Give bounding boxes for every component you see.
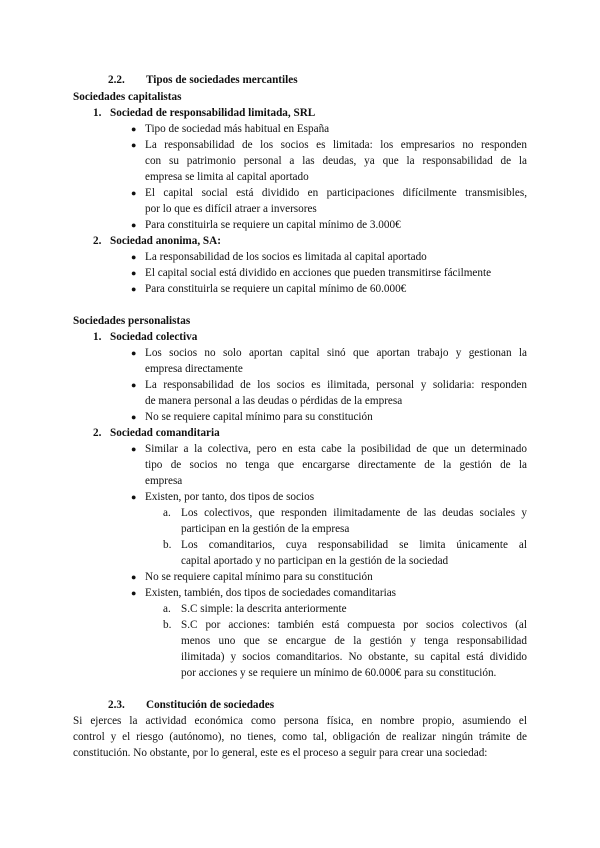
list-item: Para constituirla se requiere un capital mínimo de 3.000€ bbox=[145, 219, 401, 231]
list-item: El capital social está dividido en participaciones difícilmente transmisibles, bbox=[145, 187, 527, 199]
sublist-item: Los colectivos, que responden ilimitadamente de las deudas sociales y bbox=[181, 507, 527, 519]
list-item: No se requiere capital mínimo para su constitución bbox=[145, 571, 373, 583]
list-item: Tipo de sociedad más habitual en España bbox=[145, 123, 330, 135]
list-item: Para constituirla se requiere un capital mínimo de 60.000€ bbox=[145, 283, 407, 295]
list-item-cont: tipo de socios no tenga que encargarse directamente de la gestión de la bbox=[145, 459, 527, 471]
list-item: La responsabilidad de los socios es ilimitada, personal y solidaria: responden bbox=[145, 379, 527, 391]
subsection-heading-capitalistas: Sociedades capitalistas bbox=[73, 91, 182, 103]
bullet-icon: ● bbox=[131, 588, 137, 598]
list-item: Similar a la colectiva, pero en esta cabe la posibilidad de que un determinado bbox=[145, 443, 527, 455]
sublist-letter: b. bbox=[163, 619, 172, 631]
section-title: Tipos de sociedades mercantiles bbox=[146, 74, 298, 86]
list-number: 2. bbox=[93, 235, 102, 247]
list-item-cont: empresa bbox=[145, 475, 183, 487]
bullet-icon: ● bbox=[131, 284, 137, 294]
paragraph-line: Si ejerces la actividad económica como persona física, en nombre propio, asumiendo el bbox=[73, 715, 527, 727]
section-title: Constitución de sociedades bbox=[146, 699, 275, 711]
bullet-icon: ● bbox=[131, 492, 137, 502]
list-number: 1. bbox=[93, 107, 102, 119]
sublist-item-cont: participan en la gestión de la empresa bbox=[181, 523, 350, 535]
item-title-sa: Sociedad anonima, SA: bbox=[110, 235, 221, 247]
bullet-icon: ● bbox=[131, 380, 137, 390]
paragraph-line: constitución. No obstante, por lo general, este es el proceso a seguir para crear una sociedad: bbox=[73, 747, 488, 759]
item-title-colectiva: Sociedad colectiva bbox=[110, 331, 198, 343]
bullet-icon: ● bbox=[131, 444, 137, 454]
list-item: El capital social está dividido en acciones que pueden transmitirse fácilmente bbox=[145, 267, 492, 279]
list-item-cont: empresa se limita al capital aportado bbox=[145, 171, 309, 183]
list-item: La responsabilidad de los socios es limitada al capital aportado bbox=[145, 251, 427, 263]
list-item: Existen, por tanto, dos tipos de socios bbox=[145, 491, 315, 503]
item-title-comanditaria: Sociedad comanditaria bbox=[110, 427, 220, 439]
paragraph-line: control y el riesgo (autónomo), no tienes, como tal, obligación de realizar ningún trámite de bbox=[73, 731, 527, 743]
list-item: Los socios no solo aportan capital sinó que aportan trabajo y gestionan la bbox=[145, 347, 527, 359]
item-title-srl: Sociedad de responsabilidad limitada, SRL bbox=[110, 107, 316, 119]
bullet-icon: ● bbox=[131, 412, 137, 422]
list-number: 1. bbox=[93, 331, 102, 343]
section-number: 2.2. bbox=[108, 74, 125, 86]
bullet-icon: ● bbox=[131, 140, 137, 150]
bullet-icon: ● bbox=[131, 220, 137, 230]
list-item-cont: con su patrimonio personal a las deudas, ya que la responsabilidad de la bbox=[145, 155, 527, 167]
list-item-cont: empresa directamente bbox=[145, 363, 243, 375]
sublist-item: S.C por acciones: también está compuesta por socios colectivos (al bbox=[181, 619, 527, 631]
sublist-item-cont: por acciones y se requiere un mínimo de 60.000€ para su constitución. bbox=[181, 667, 497, 679]
subsection-heading-personalistas: Sociedades personalistas bbox=[73, 315, 191, 327]
bullet-icon: ● bbox=[131, 572, 137, 582]
sublist-item-cont: capital aportado y no participan en la gestión de la sociedad bbox=[181, 555, 449, 567]
sublist-item-cont: menos uno que se encargue de la gestión y tenga responsabilidad bbox=[181, 635, 527, 647]
bullet-icon: ● bbox=[131, 348, 137, 358]
section-number: 2.3. bbox=[108, 699, 125, 711]
bullet-icon: ● bbox=[131, 124, 137, 134]
bullet-icon: ● bbox=[131, 188, 137, 198]
list-item: La responsabilidad de los socios es limitada: los empresarios no responden bbox=[145, 139, 527, 151]
sublist-letter: a. bbox=[163, 603, 171, 615]
sublist-item: S.C simple: la descrita anteriormente bbox=[181, 603, 347, 615]
sublist-letter: b. bbox=[163, 539, 172, 551]
sublist-item-cont: ilimitada) y socios comanditarios. No obstante, su capital está dividido bbox=[181, 651, 527, 663]
bullet-icon: ● bbox=[131, 268, 137, 278]
list-number: 2. bbox=[93, 427, 102, 439]
bullet-icon: ● bbox=[131, 252, 137, 262]
sublist-item: Los comanditarios, cuya responsabilidad se limita únicamente al bbox=[181, 539, 527, 551]
list-item-cont: de manera personal a las deudas o pérdidas de la empresa bbox=[145, 395, 403, 407]
list-item: No se requiere capital mínimo para su constitución bbox=[145, 411, 373, 423]
list-item-cont: por lo que es difícil atraer a inversores bbox=[145, 203, 317, 215]
sublist-letter: a. bbox=[163, 507, 171, 519]
list-item: Existen, también, dos tipos de sociedades comanditarias bbox=[145, 587, 397, 599]
